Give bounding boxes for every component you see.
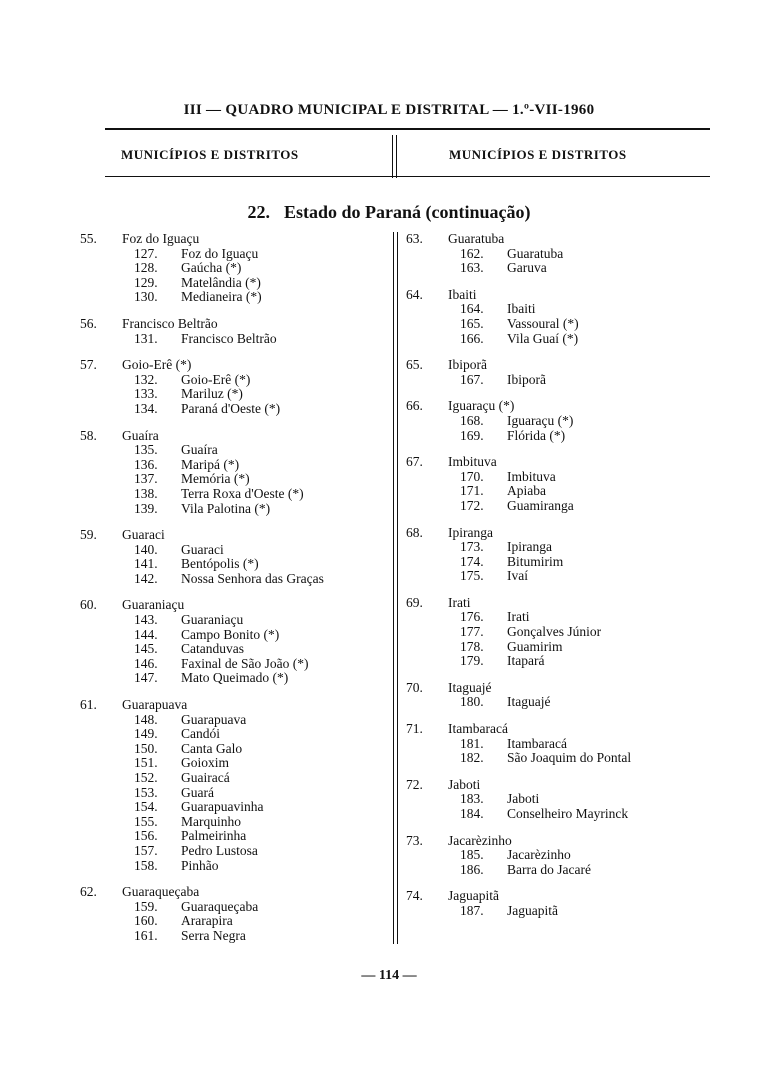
district-number: 174. bbox=[460, 553, 484, 569]
page-header-title: III — QUADRO MUNICIPAL E DISTRITAL — 1.º-VII-1960 bbox=[183, 102, 595, 118]
district-row bbox=[80, 929, 390, 944]
district-name: Guarapuavinha bbox=[181, 799, 264, 815]
district-name: Campo Bonito (*) bbox=[181, 626, 280, 642]
district-name: Vassoural (*) bbox=[507, 315, 579, 331]
district-name: Imbituva bbox=[507, 468, 556, 484]
district-name: Goio-Erê (*) bbox=[181, 371, 251, 387]
district-row bbox=[406, 414, 716, 429]
district-number: 127. bbox=[134, 245, 158, 261]
municipality-row bbox=[406, 778, 716, 793]
municipality-row bbox=[406, 526, 716, 541]
district-name: Francisco Beltrão bbox=[181, 330, 277, 346]
district-name: Guaratuba bbox=[507, 245, 564, 261]
district-name: Foz do Iguaçu bbox=[181, 245, 259, 261]
district-name: Serra Negra bbox=[181, 927, 246, 943]
district-number: 177. bbox=[460, 624, 484, 640]
district-row bbox=[406, 470, 716, 485]
district-row bbox=[80, 900, 390, 915]
municipality-name: Guaraci bbox=[122, 527, 165, 543]
municipality-row bbox=[80, 528, 390, 543]
district-name: Irati bbox=[507, 609, 530, 625]
district-number: 169. bbox=[460, 427, 484, 443]
district-name: Pedro Lustosa bbox=[181, 842, 258, 858]
district-name: Flórida (*) bbox=[507, 427, 566, 443]
municipality-name: Itaguajé bbox=[448, 679, 492, 695]
municipality-number: 71. bbox=[406, 721, 423, 737]
district-number: 136. bbox=[134, 456, 158, 472]
district-name: Vila Guaí (*) bbox=[507, 330, 579, 346]
municipality-number: 61. bbox=[80, 697, 97, 713]
district-row bbox=[80, 247, 390, 262]
district-name: Jaboti bbox=[507, 791, 540, 807]
district-row bbox=[406, 625, 716, 640]
municipality-row bbox=[406, 722, 716, 737]
district-number: 131. bbox=[134, 330, 158, 346]
district-name: Guaíra bbox=[181, 442, 218, 458]
municipality-number: 69. bbox=[406, 594, 423, 610]
district-name: Itaguajé bbox=[507, 694, 551, 710]
district-row bbox=[80, 402, 390, 417]
district-number: 158. bbox=[134, 857, 158, 873]
district-row bbox=[80, 914, 390, 929]
district-row bbox=[80, 276, 390, 291]
entry-spacer bbox=[406, 514, 716, 526]
section-name: Estado do Paraná (continuação) bbox=[283, 202, 531, 222]
district-number: 167. bbox=[460, 371, 484, 387]
municipality-number: 60. bbox=[80, 597, 97, 613]
municipality-number: 59. bbox=[80, 527, 97, 543]
district-number: 135. bbox=[134, 442, 158, 458]
district-row bbox=[406, 317, 716, 332]
municipality-row bbox=[406, 596, 716, 611]
district-row bbox=[80, 713, 390, 728]
district-name: Pinhão bbox=[181, 857, 219, 873]
district-row bbox=[80, 261, 390, 276]
municipality-row bbox=[406, 358, 716, 373]
municipality-number: 74. bbox=[406, 888, 423, 904]
district-row bbox=[406, 261, 716, 276]
municipality-name: Iguaraçu (*) bbox=[448, 398, 515, 414]
district-name: Guaraqueçaba bbox=[181, 898, 259, 914]
column-header-left: MUNICÍPIOS E DISTRITOS bbox=[121, 147, 299, 162]
district-row bbox=[80, 458, 390, 473]
right-column bbox=[406, 232, 716, 919]
district-name: Ararapira bbox=[181, 913, 233, 929]
district-row bbox=[406, 302, 716, 317]
municipality-name: Ibiporã bbox=[448, 357, 487, 373]
district-row bbox=[80, 742, 390, 757]
header-rule-top bbox=[105, 128, 710, 130]
district-number: 133. bbox=[134, 386, 158, 402]
header-rule-bottom bbox=[105, 176, 710, 177]
district-name: Apiaba bbox=[507, 483, 546, 499]
district-row bbox=[80, 786, 390, 801]
header-column-divider bbox=[396, 135, 397, 178]
district-name: Bentópolis (*) bbox=[181, 556, 259, 572]
district-row bbox=[406, 792, 716, 807]
district-number: 181. bbox=[460, 735, 484, 751]
district-name: Vila Palotina (*) bbox=[181, 500, 271, 516]
district-number: 128. bbox=[134, 260, 158, 276]
municipality-number: 66. bbox=[406, 398, 423, 414]
district-row bbox=[406, 429, 716, 444]
district-row bbox=[406, 654, 716, 669]
municipality-number: 68. bbox=[406, 524, 423, 540]
district-name: Guamirim bbox=[507, 638, 563, 654]
entry-spacer bbox=[80, 417, 390, 429]
district-name: Mato Queimado (*) bbox=[181, 670, 289, 686]
district-number: 160. bbox=[134, 913, 158, 929]
district-row bbox=[80, 756, 390, 771]
column-divider bbox=[393, 232, 394, 944]
district-row bbox=[406, 863, 716, 878]
district-row bbox=[406, 737, 716, 752]
page-number: — 114 — bbox=[361, 968, 417, 983]
district-row bbox=[80, 613, 390, 628]
district-row bbox=[406, 555, 716, 570]
municipality-row bbox=[80, 885, 390, 900]
column-header-right: MUNICÍPIOS E DISTRITOS bbox=[449, 147, 627, 162]
district-number: 179. bbox=[460, 653, 484, 669]
district-number: 183. bbox=[460, 791, 484, 807]
municipality-name: Imbituva bbox=[448, 454, 497, 470]
district-number: 132. bbox=[134, 371, 158, 387]
district-row bbox=[406, 904, 716, 919]
municipality-row bbox=[406, 889, 716, 904]
district-name: Catanduvas bbox=[181, 641, 244, 657]
district-row bbox=[80, 829, 390, 844]
municipality-number: 56. bbox=[80, 315, 97, 331]
municipality-name: Guaraniaçu bbox=[122, 597, 185, 613]
district-name: Goioxim bbox=[181, 755, 230, 771]
district-number: 138. bbox=[134, 485, 158, 501]
municipality-row bbox=[80, 317, 390, 332]
district-number: 171. bbox=[460, 483, 484, 499]
district-row bbox=[406, 247, 716, 262]
district-number: 142. bbox=[134, 570, 158, 586]
district-name: Guairacá bbox=[181, 770, 230, 785]
district-row bbox=[406, 610, 716, 625]
district-name: Memória (*) bbox=[181, 471, 250, 487]
district-number: 154. bbox=[134, 799, 158, 815]
entry-spacer bbox=[406, 276, 716, 288]
district-number: 182. bbox=[460, 750, 484, 766]
district-number: 147. bbox=[134, 670, 158, 686]
section-number: 22. bbox=[247, 202, 270, 222]
district-number: 156. bbox=[134, 828, 158, 844]
municipality-number: 58. bbox=[80, 427, 97, 443]
municipality-name: Ipiranga bbox=[448, 524, 493, 540]
district-row bbox=[80, 290, 390, 305]
district-name: Marquinho bbox=[181, 813, 241, 829]
district-number: 185. bbox=[460, 847, 484, 863]
district-name: Barra do Jacaré bbox=[507, 861, 591, 877]
municipality-name: Guaratuba bbox=[448, 231, 505, 246]
municipality-number: 72. bbox=[406, 776, 423, 792]
district-row bbox=[406, 484, 716, 499]
district-row bbox=[406, 499, 716, 514]
district-number: 152. bbox=[134, 770, 158, 785]
district-row bbox=[80, 373, 390, 388]
district-row bbox=[80, 472, 390, 487]
district-number: 165. bbox=[460, 315, 484, 331]
district-number: 162. bbox=[460, 245, 484, 261]
district-name: Terra Roxa d'Oeste (*) bbox=[181, 485, 304, 501]
district-number: 153. bbox=[134, 784, 158, 800]
district-row bbox=[80, 502, 390, 517]
district-name: Jaguapitã bbox=[507, 902, 558, 918]
district-row bbox=[80, 443, 390, 458]
municipality-row bbox=[406, 455, 716, 470]
municipality-row bbox=[406, 232, 716, 247]
district-number: 139. bbox=[134, 500, 158, 516]
district-row bbox=[80, 771, 390, 786]
district-number: 155. bbox=[134, 813, 158, 829]
district-number: 170. bbox=[460, 468, 484, 484]
municipality-number: 73. bbox=[406, 832, 423, 848]
municipality-row bbox=[80, 358, 390, 373]
entry-spacer bbox=[406, 766, 716, 778]
municipality-number: 70. bbox=[406, 679, 423, 695]
district-name: Guamiranga bbox=[507, 497, 574, 513]
column-divider bbox=[397, 232, 398, 944]
municipality-number: 57. bbox=[80, 357, 97, 373]
district-name: Canta Galo bbox=[181, 740, 243, 756]
district-row bbox=[80, 628, 390, 643]
district-number: 176. bbox=[460, 609, 484, 625]
district-row bbox=[80, 557, 390, 572]
district-number: 180. bbox=[460, 694, 484, 710]
district-number: 166. bbox=[460, 330, 484, 346]
district-number: 168. bbox=[460, 412, 484, 428]
municipality-name: Jacarèzinho bbox=[448, 832, 512, 848]
section-title bbox=[0, 202, 778, 223]
entry-spacer bbox=[406, 822, 716, 834]
municipality-row bbox=[80, 598, 390, 613]
district-number: 173. bbox=[460, 539, 484, 555]
district-number: 149. bbox=[134, 726, 158, 742]
district-row bbox=[406, 807, 716, 822]
district-number: 187. bbox=[460, 902, 484, 918]
district-number: 143. bbox=[134, 612, 158, 628]
municipality-row bbox=[80, 429, 390, 444]
district-number: 161. bbox=[134, 927, 158, 943]
district-name: Garuva bbox=[507, 260, 547, 276]
district-name: Matelândia (*) bbox=[181, 274, 261, 290]
district-name: Ibiporã bbox=[507, 371, 546, 387]
district-number: 172. bbox=[460, 497, 484, 513]
district-number: 164. bbox=[460, 301, 484, 317]
district-row bbox=[80, 800, 390, 815]
district-name: Mariluz (*) bbox=[181, 386, 243, 402]
district-name: Nossa Senhora das Graças bbox=[181, 570, 324, 586]
district-row bbox=[80, 387, 390, 402]
district-number: 140. bbox=[134, 541, 158, 557]
municipality-name: Foz do Iguaçu bbox=[122, 231, 200, 246]
municipality-name: Ibaiti bbox=[448, 286, 477, 302]
district-number: 134. bbox=[134, 400, 158, 416]
municipality-name: Francisco Beltrão bbox=[122, 315, 218, 331]
district-name: Ibaiti bbox=[507, 301, 536, 317]
district-name: Gaúcha (*) bbox=[181, 260, 242, 276]
district-name: Maripá (*) bbox=[181, 456, 240, 472]
district-row bbox=[80, 332, 390, 347]
district-name: Guarapuava bbox=[181, 711, 247, 727]
municipality-number: 64. bbox=[406, 286, 423, 302]
district-name: Bitumirim bbox=[507, 553, 564, 569]
district-name: Guaraniaçu bbox=[181, 612, 244, 628]
district-row bbox=[406, 848, 716, 863]
district-row bbox=[80, 642, 390, 657]
district-name: Ipiranga bbox=[507, 539, 552, 555]
district-name: Paraná d'Oeste (*) bbox=[181, 400, 281, 416]
district-name: Gonçalves Júnior bbox=[507, 624, 602, 640]
district-number: 186. bbox=[460, 861, 484, 877]
district-name: Palmeirinha bbox=[181, 828, 247, 844]
municipality-name: Guaraqueçaba bbox=[122, 884, 200, 900]
district-name: Itapará bbox=[507, 653, 545, 669]
district-row bbox=[80, 657, 390, 672]
municipality-row bbox=[406, 399, 716, 414]
district-row bbox=[406, 332, 716, 347]
header-column-divider bbox=[392, 135, 393, 178]
district-row bbox=[406, 540, 716, 555]
district-number: 151. bbox=[134, 755, 158, 771]
municipality-row bbox=[80, 232, 390, 247]
municipality-name: Jaboti bbox=[448, 776, 481, 792]
district-name: Conselheiro Mayrinck bbox=[507, 806, 629, 821]
district-row bbox=[406, 373, 716, 388]
district-row bbox=[80, 859, 390, 874]
district-number: 150. bbox=[134, 740, 158, 756]
district-row bbox=[406, 640, 716, 655]
district-row bbox=[80, 671, 390, 686]
municipality-name: Itambaracá bbox=[448, 721, 508, 737]
district-number: 148. bbox=[134, 711, 158, 727]
district-row bbox=[80, 572, 390, 587]
municipality-row bbox=[80, 698, 390, 713]
municipality-number: 62. bbox=[80, 884, 97, 900]
municipality-number: 63. bbox=[406, 231, 423, 246]
district-number: 163. bbox=[460, 260, 484, 276]
district-number: 145. bbox=[134, 641, 158, 657]
municipality-name: Guaíra bbox=[122, 427, 159, 443]
district-row bbox=[80, 487, 390, 502]
municipality-name: Goio-Erê (*) bbox=[122, 357, 192, 373]
municipality-number: 65. bbox=[406, 357, 423, 373]
municipality-name: Jaguapitã bbox=[448, 888, 499, 904]
municipality-row bbox=[406, 834, 716, 849]
district-name: Itambaracá bbox=[507, 735, 567, 751]
district-number: 184. bbox=[460, 806, 484, 821]
district-number: 157. bbox=[134, 842, 158, 858]
district-number: 130. bbox=[134, 289, 158, 305]
municipality-number: 67. bbox=[406, 454, 423, 470]
district-number: 175. bbox=[460, 568, 484, 584]
municipality-row bbox=[406, 288, 716, 303]
municipality-number: 55. bbox=[80, 231, 97, 246]
district-name: Medianeira (*) bbox=[181, 289, 262, 305]
district-row bbox=[406, 695, 716, 710]
district-name: Iguaraçu (*) bbox=[507, 412, 574, 428]
municipality-row bbox=[406, 681, 716, 696]
district-name: Candói bbox=[181, 726, 220, 742]
district-row bbox=[80, 543, 390, 558]
district-number: 129. bbox=[134, 274, 158, 290]
district-name: Jacarèzinho bbox=[507, 847, 571, 863]
district-name: Faxinal de São João (*) bbox=[181, 655, 309, 671]
district-number: 144. bbox=[134, 626, 158, 642]
district-number: 146. bbox=[134, 655, 158, 671]
district-row bbox=[406, 751, 716, 766]
left-column bbox=[80, 232, 390, 944]
district-number: 178. bbox=[460, 638, 484, 654]
district-row bbox=[80, 815, 390, 830]
district-name: Guará bbox=[181, 784, 214, 800]
district-row bbox=[80, 727, 390, 742]
district-number: 159. bbox=[134, 898, 158, 914]
municipality-name: Irati bbox=[448, 594, 471, 610]
district-name: Ivaí bbox=[507, 568, 528, 584]
district-name: São Joaquim do Pontal bbox=[507, 750, 632, 766]
district-number: 137. bbox=[134, 471, 158, 487]
district-row bbox=[80, 844, 390, 859]
municipality-name: Guarapuava bbox=[122, 697, 188, 713]
district-name: Guaraci bbox=[181, 541, 224, 557]
district-row bbox=[406, 569, 716, 584]
district-number: 141. bbox=[134, 556, 158, 572]
